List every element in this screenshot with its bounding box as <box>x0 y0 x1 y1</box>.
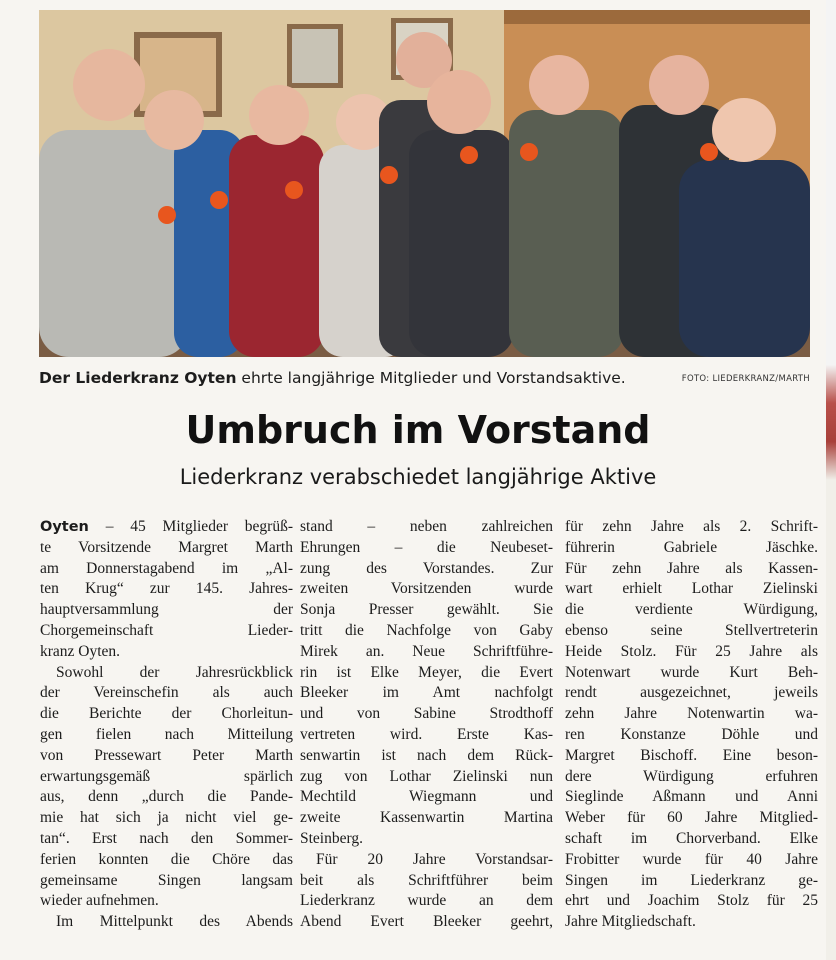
text-line: ebenso seine Stellvertreterin <box>565 621 818 639</box>
text-line: zug von Lothar Zielinski nun <box>300 767 553 785</box>
text-line: Abend Evert Bleeker geehrt, <box>300 913 553 931</box>
text-line: rendt ausgezeichnet, jeweils <box>565 684 818 702</box>
text-line: Mechtild Wiegmann und <box>300 788 553 806</box>
text-line: Liederkranz wurde an dem <box>300 892 553 910</box>
text-line: Sowohl der Jahresrückblick <box>56 663 293 681</box>
text-line: der Vereinschefin als auch <box>40 684 293 702</box>
text-line: wart erhielt Lothar Zielinski <box>565 580 818 598</box>
text-line: Weber für 60 Jahre Mitglied- <box>565 809 818 827</box>
text-line: stand – neben zahlreichen <box>300 518 553 535</box>
text-line: schaft im Chorverband. Elke <box>565 829 818 847</box>
text-line: ehrt und Joachim Stolz für 25 <box>565 892 818 910</box>
article-column-2 <box>300 517 553 947</box>
text-line: ten Krug“ zur 145. Jahres- <box>40 580 293 598</box>
text-line: tan“. Erst nach den Sommer- <box>40 829 293 847</box>
text-line: Bleeker im Amt nachfolgt <box>300 684 553 702</box>
text-line: te Vorsitzende Margret Marth <box>40 538 293 556</box>
text-line: Steinberg. <box>300 829 363 847</box>
dateline-location: Oyten <box>40 519 89 535</box>
text-line: wieder aufnehmen. <box>40 892 159 910</box>
text-line: von Pressewart Peter Marth <box>40 746 293 764</box>
text-line: Oyten – 45 Mitglieder begrüß- <box>40 518 293 535</box>
text-line: zweiten Vorsitzenden wurde <box>300 580 553 598</box>
article-column-3 <box>565 517 818 947</box>
text-line: die verdiente Würdigung, <box>565 601 818 619</box>
text-line: mie hat sich ja nicht viel ge- <box>40 809 293 827</box>
headline: Umbruch im Vorstand <box>185 408 651 452</box>
text-line: ren Konstanze Döhle und <box>565 725 818 743</box>
text-line: die Berichte der Chorleitun- <box>40 705 293 723</box>
text-line: rin ist Elke Meyer, die Evert <box>300 663 553 681</box>
group-photo <box>39 10 810 357</box>
photo-caption <box>39 366 810 390</box>
text-line: aus, denn „durch die Pande- <box>40 788 293 806</box>
photo-credit: FOTO: LIEDERKRANZ/MARTH <box>681 374 810 384</box>
subheadline: Liederkranz verabschiedet langjährige Aktive <box>179 465 657 489</box>
text-line: und von Sabine Strodthoff <box>300 705 553 723</box>
text-line: beit als Schriftführer beim <box>300 871 553 889</box>
text-line: hauptversammlung der <box>40 601 293 619</box>
text-line: zung des Vorstandes. Zur <box>300 559 553 577</box>
text-line: erwartungsgemäß spärlich <box>40 767 293 785</box>
caption-text: ehrte langjährige Mitglieder und Vorstandsaktive. <box>236 369 626 387</box>
text-line: Mirek an. Neue Schriftführe- <box>300 642 553 660</box>
text-line: ferien konnten die Chöre das <box>40 850 293 868</box>
text-line: Frobitter wurde für 40 Jahre <box>565 850 818 868</box>
text-line: Sieglinde Aßmann und Anni <box>565 788 818 806</box>
text-line: Notenwart wurde Kurt Beh- <box>565 663 818 681</box>
text-line: am Donnerstagabend im „Al- <box>40 559 293 577</box>
text-line: vertreten wird. Erste Kas- <box>300 725 553 743</box>
text-line: Jahre Mitgliedschaft. <box>565 913 696 931</box>
caption-lead: Der Liederkranz Oyten <box>39 369 237 387</box>
text-line: tritt die Nachfolge von Gaby <box>300 621 553 639</box>
text-line: Für zehn Jahre als Kassen- <box>565 559 818 577</box>
text-line: gen fielen nach Mitteilung <box>40 725 293 743</box>
text-line: senwartin ist nach dem Rück- <box>300 746 553 764</box>
text-line: Singen im Liederkranz ge- <box>565 871 818 889</box>
text-line: zehn Jahre Notenwartin wa- <box>565 705 818 723</box>
text-line: Ehrungen – die Neubeset- <box>300 538 553 556</box>
text-line: Chorgemeinschaft Lieder- <box>40 621 293 639</box>
text-line: gemeinsame Singen langsam <box>40 871 293 889</box>
text-line: zweite Kassenwartin Martina <box>300 809 553 827</box>
text-line: kranz Oyten. <box>40 642 121 660</box>
text-line: dere Würdigung erfuhren <box>565 767 818 785</box>
text-line: Sonja Presser gewählt. Sie <box>300 601 553 619</box>
text-line: führerin Gabriele Jäschke. <box>565 538 818 556</box>
text-line: Im Mittelpunkt des Abends <box>56 913 293 931</box>
text-line: für zehn Jahre als 2. Schrift- <box>565 518 818 535</box>
text-line: Heide Stolz. Für 25 Jahre als <box>565 642 818 660</box>
text-line: Margret Bischoff. Eine beson- <box>565 746 818 764</box>
article-column-1 <box>40 517 293 947</box>
text-line: Für 20 Jahre Vorstandsar- <box>316 850 553 868</box>
